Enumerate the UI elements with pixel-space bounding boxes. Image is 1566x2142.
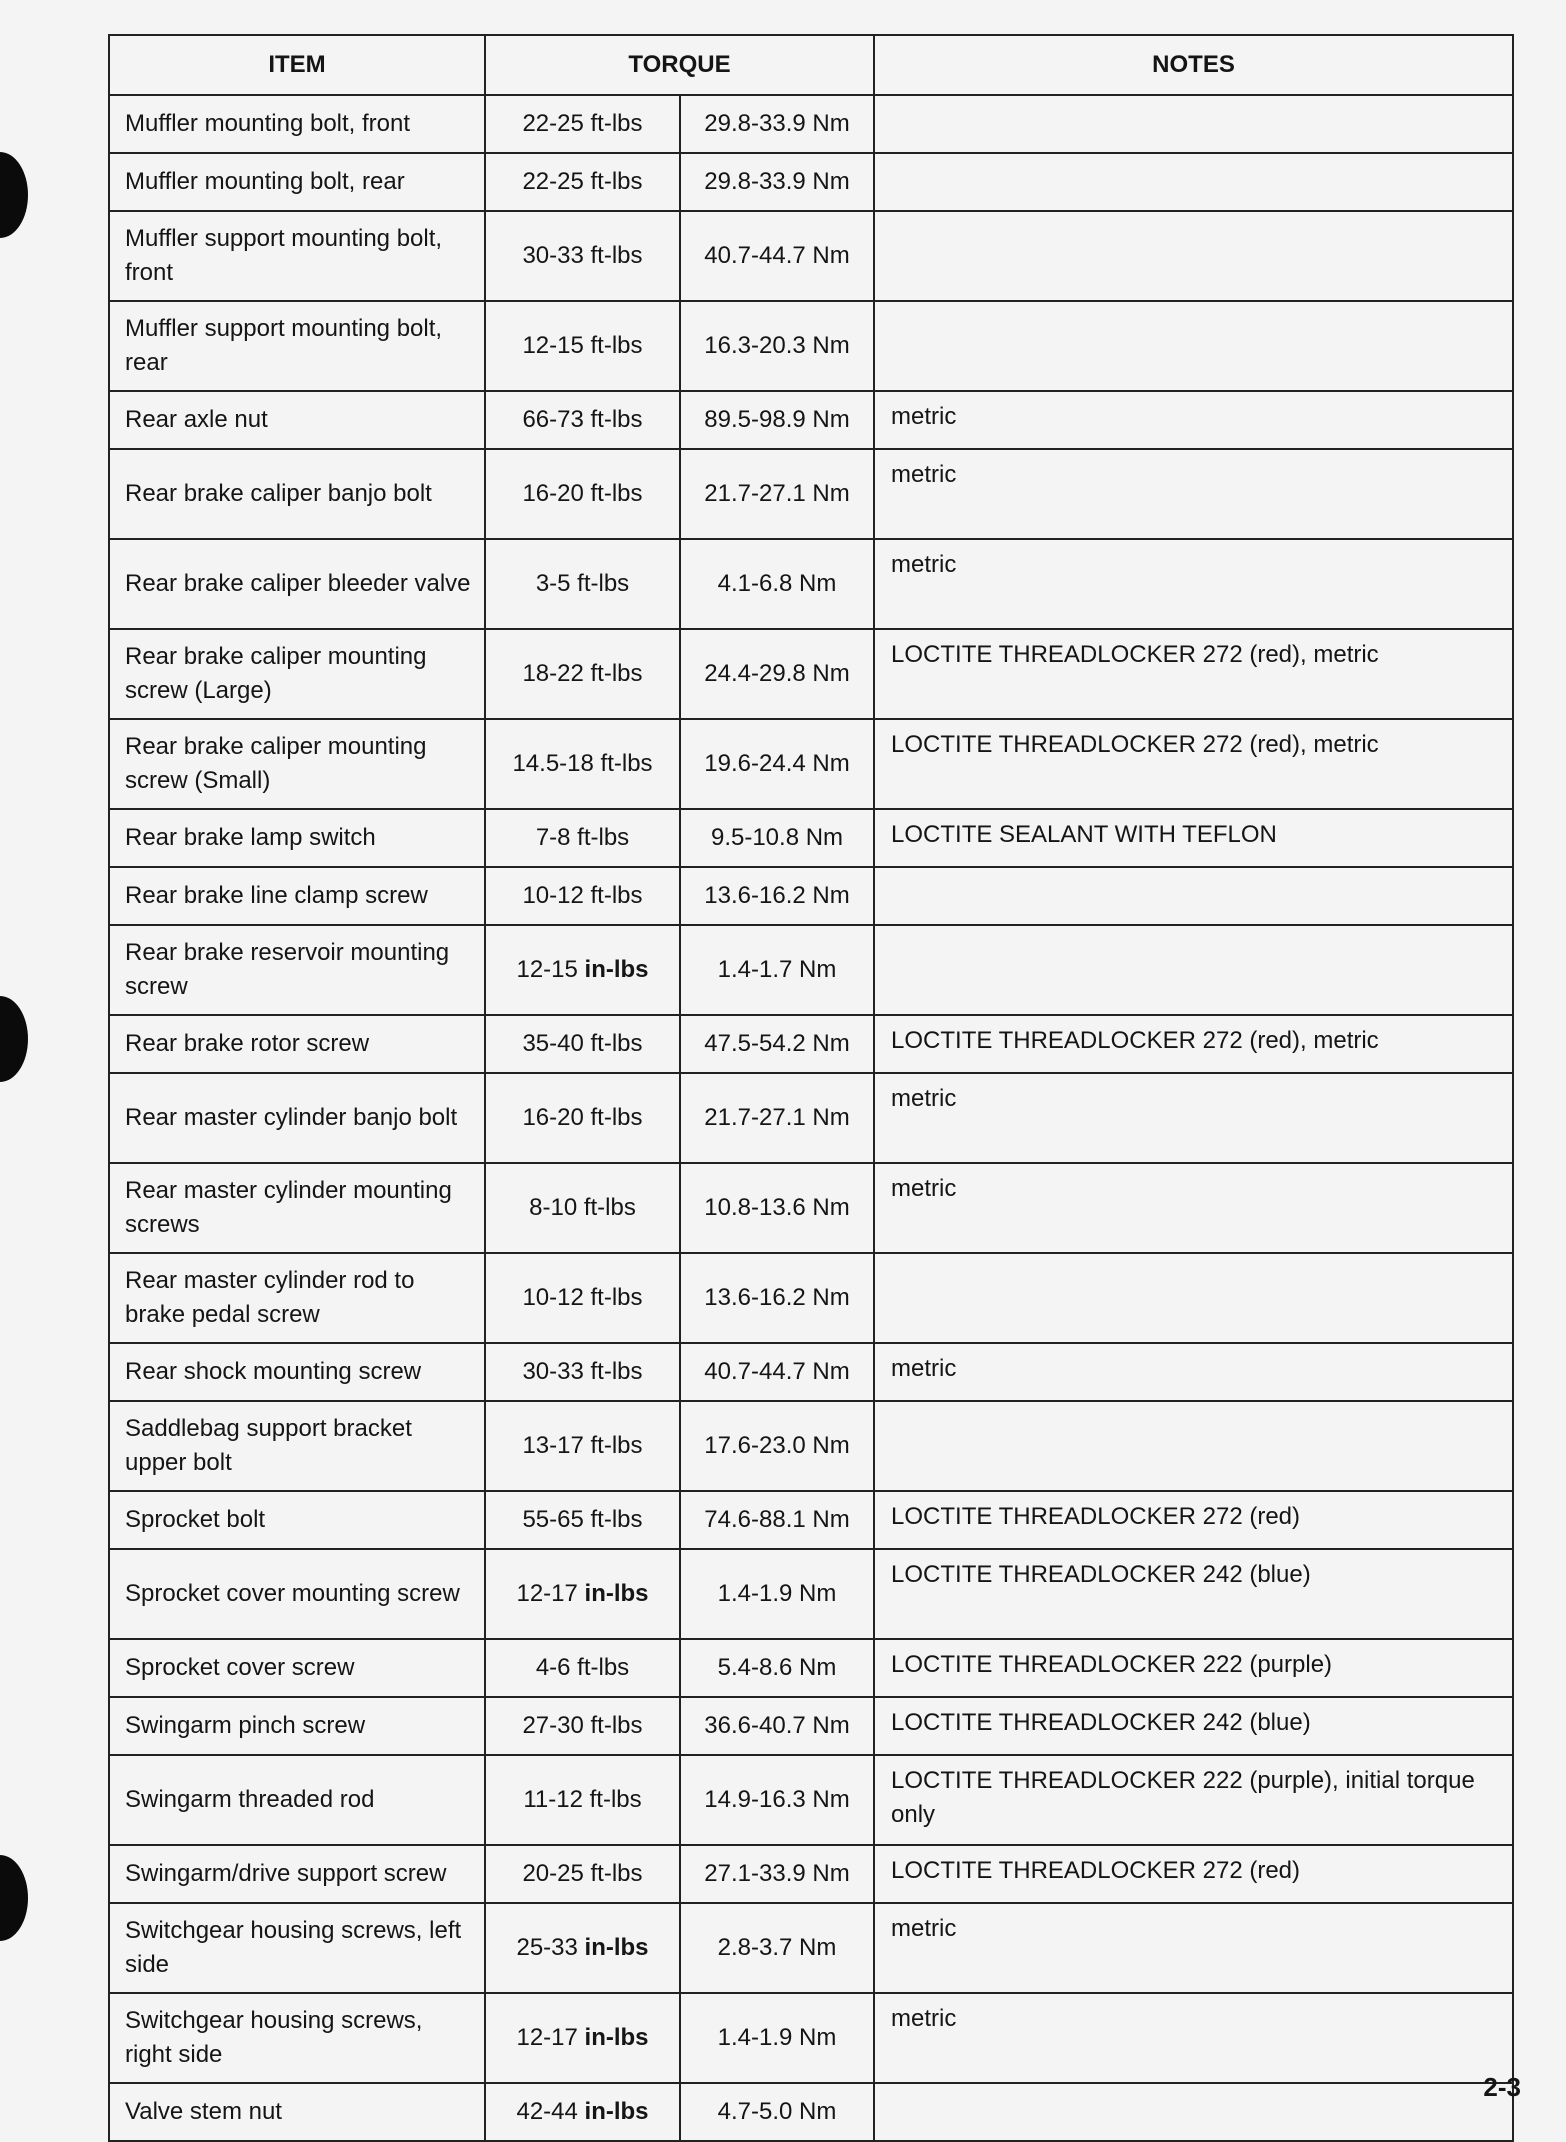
item-cell: Sprocket cover screw bbox=[109, 1639, 485, 1697]
torque-metric-cell: 24.4-29.8 Nm bbox=[680, 629, 874, 719]
binder-hole bbox=[0, 996, 28, 1082]
torque-metric-cell: 19.6-24.4 Nm bbox=[680, 719, 874, 809]
torque-imperial-value: 18-22 bbox=[522, 660, 584, 687]
torque-imperial-value: 16-20 bbox=[522, 480, 584, 507]
torque-imperial-unit: ft-lbs bbox=[590, 1358, 643, 1385]
notes-cell bbox=[874, 301, 1513, 391]
torque-imperial-cell bbox=[485, 153, 680, 211]
torque-imperial-value: 12-15 bbox=[522, 332, 584, 359]
torque-metric-cell: 1.4-1.9 Nm bbox=[680, 1993, 874, 2083]
table-row bbox=[109, 1993, 1513, 2083]
torque-imperial-unit: ft-lbs bbox=[600, 750, 653, 777]
item-cell: Rear brake rotor screw bbox=[109, 1015, 485, 1073]
torque-imperial-value: 14.5-18 bbox=[512, 750, 594, 777]
torque-imperial-unit: ft-lbs bbox=[590, 882, 643, 909]
torque-imperial-cell bbox=[485, 1697, 680, 1755]
item-cell: Sprocket bolt bbox=[109, 1491, 485, 1549]
torque-imperial-value: 3-5 bbox=[535, 570, 571, 597]
torque-imperial-value: 27-30 bbox=[522, 1712, 584, 1739]
table-row bbox=[109, 391, 1513, 449]
item-cell: Rear brake reservoir mounting screw bbox=[109, 925, 485, 1015]
binder-hole bbox=[0, 152, 28, 238]
torque-imperial-value: 16-20 bbox=[522, 1104, 584, 1131]
notes-cell: metric bbox=[874, 539, 1513, 629]
torque-metric-cell: 1.4-1.7 Nm bbox=[680, 925, 874, 1015]
notes-cell: LOCTITE THREADLOCKER 272 (red) bbox=[874, 1491, 1513, 1549]
torque-imperial-cell bbox=[485, 1549, 680, 1639]
torque-imperial-unit: in-lbs bbox=[584, 2024, 649, 2051]
table-row bbox=[109, 1163, 1513, 1253]
torque-imperial-cell bbox=[485, 925, 680, 1015]
table-body bbox=[109, 95, 1513, 2141]
torque-imperial-unit: ft-lbs bbox=[590, 660, 643, 687]
item-cell: Swingarm threaded rod bbox=[109, 1755, 485, 1845]
item-cell: Swingarm/drive support screw bbox=[109, 1845, 485, 1903]
item-cell: Rear brake line clamp screw bbox=[109, 867, 485, 925]
torque-imperial-unit: ft-lbs bbox=[590, 332, 643, 359]
notes-cell: LOCTITE THREADLOCKER 222 (purple), initial torque only bbox=[874, 1755, 1513, 1845]
torque-metric-cell: 14.9-16.3 Nm bbox=[680, 1755, 874, 1845]
item-cell: Rear axle nut bbox=[109, 391, 485, 449]
torque-imperial-value: 35-40 bbox=[522, 1030, 584, 1057]
table-row bbox=[109, 1401, 1513, 1491]
torque-imperial-value: 25-33 bbox=[516, 1934, 578, 1961]
torque-imperial-cell bbox=[485, 95, 680, 153]
torque-metric-cell: 21.7-27.1 Nm bbox=[680, 449, 874, 539]
table-row bbox=[109, 1015, 1513, 1073]
torque-metric-cell: 47.5-54.2 Nm bbox=[680, 1015, 874, 1073]
torque-imperial-unit: ft-lbs bbox=[590, 1104, 643, 1131]
item-cell: Rear master cylinder mounting screws bbox=[109, 1163, 485, 1253]
torque-imperial-cell bbox=[485, 1639, 680, 1697]
notes-cell: LOCTITE THREADLOCKER 242 (blue) bbox=[874, 1697, 1513, 1755]
torque-metric-cell: 1.4-1.9 Nm bbox=[680, 1549, 874, 1639]
torque-imperial-cell bbox=[485, 1401, 680, 1491]
torque-imperial-unit: ft-lbs bbox=[590, 1860, 643, 1887]
torque-imperial-cell bbox=[485, 1903, 680, 1993]
torque-imperial-cell bbox=[485, 449, 680, 539]
torque-imperial-cell bbox=[485, 391, 680, 449]
table-row bbox=[109, 1549, 1513, 1639]
torque-metric-cell: 9.5-10.8 Nm bbox=[680, 809, 874, 867]
torque-imperial-cell bbox=[485, 2083, 680, 2141]
table-row bbox=[109, 719, 1513, 809]
item-cell: Rear shock mounting screw bbox=[109, 1343, 485, 1401]
table-row bbox=[109, 2083, 1513, 2141]
notes-column-header: NOTES bbox=[874, 35, 1513, 95]
table-row bbox=[109, 1253, 1513, 1343]
torque-imperial-cell bbox=[485, 1845, 680, 1903]
torque-metric-cell: 89.5-98.9 Nm bbox=[680, 391, 874, 449]
torque-imperial-unit: ft-lbs bbox=[583, 1194, 636, 1221]
torque-imperial-unit: ft-lbs bbox=[577, 824, 630, 851]
table-row bbox=[109, 1491, 1513, 1549]
table-row bbox=[109, 211, 1513, 301]
torque-imperial-unit: ft-lbs bbox=[590, 1506, 643, 1533]
torque-imperial-unit: ft-lbs bbox=[577, 570, 630, 597]
table-row bbox=[109, 867, 1513, 925]
table-row bbox=[109, 1697, 1513, 1755]
item-cell: Rear brake lamp switch bbox=[109, 809, 485, 867]
item-cell: Muffler mounting bolt, rear bbox=[109, 153, 485, 211]
table-row bbox=[109, 1845, 1513, 1903]
torque-imperial-cell bbox=[485, 1253, 680, 1343]
table-row bbox=[109, 809, 1513, 867]
table-row bbox=[109, 1903, 1513, 1993]
notes-cell: metric bbox=[874, 1903, 1513, 1993]
torque-metric-cell: 27.1-33.9 Nm bbox=[680, 1845, 874, 1903]
torque-imperial-cell bbox=[485, 1491, 680, 1549]
torque-imperial-value: 12-17 bbox=[516, 1580, 578, 1607]
table-row bbox=[109, 1639, 1513, 1697]
notes-cell: LOCTITE THREADLOCKER 222 (purple) bbox=[874, 1639, 1513, 1697]
torque-imperial-value: 13-17 bbox=[522, 1432, 584, 1459]
item-cell: Rear brake caliper mounting screw (Large) bbox=[109, 629, 485, 719]
torque-metric-cell: 29.8-33.9 Nm bbox=[680, 95, 874, 153]
torque-imperial-unit: ft-lbs bbox=[590, 242, 643, 269]
torque-column-header: TORQUE bbox=[485, 35, 874, 95]
table-row bbox=[109, 95, 1513, 153]
torque-metric-cell: 2.8-3.7 Nm bbox=[680, 1903, 874, 1993]
torque-imperial-unit: ft-lbs bbox=[590, 1284, 643, 1311]
notes-cell: LOCTITE THREADLOCKER 242 (blue) bbox=[874, 1549, 1513, 1639]
torque-imperial-cell bbox=[485, 629, 680, 719]
table-row bbox=[109, 153, 1513, 211]
notes-cell bbox=[874, 1253, 1513, 1343]
torque-imperial-cell bbox=[485, 301, 680, 391]
torque-imperial-cell bbox=[485, 867, 680, 925]
table-row bbox=[109, 1755, 1513, 1845]
item-cell: Rear brake caliper bleeder valve bbox=[109, 539, 485, 629]
notes-cell bbox=[874, 1401, 1513, 1491]
item-cell: Muffler mounting bolt, front bbox=[109, 95, 485, 153]
torque-imperial-unit: in-lbs bbox=[584, 956, 649, 983]
torque-imperial-value: 42-44 bbox=[516, 2098, 578, 2125]
notes-cell: metric bbox=[874, 1343, 1513, 1401]
torque-imperial-unit: ft-lbs bbox=[590, 168, 643, 195]
torque-imperial-cell bbox=[485, 1755, 680, 1845]
notes-cell: LOCTITE THREADLOCKER 272 (red), metric bbox=[874, 629, 1513, 719]
table-header-row bbox=[109, 35, 1513, 95]
notes-cell bbox=[874, 95, 1513, 153]
item-cell: Muffler support mounting bolt, rear bbox=[109, 301, 485, 391]
torque-imperial-unit: ft-lbs bbox=[589, 1786, 642, 1813]
torque-metric-cell: 29.8-33.9 Nm bbox=[680, 153, 874, 211]
torque-imperial-unit: in-lbs bbox=[584, 2098, 649, 2125]
item-cell: Swingarm pinch screw bbox=[109, 1697, 485, 1755]
torque-imperial-cell bbox=[485, 211, 680, 301]
table-row bbox=[109, 301, 1513, 391]
torque-imperial-value: 12-17 bbox=[516, 2024, 578, 2051]
torque-metric-cell: 5.4-8.6 Nm bbox=[680, 1639, 874, 1697]
torque-imperial-value: 4-6 bbox=[535, 1654, 571, 1681]
table-row bbox=[109, 1343, 1513, 1401]
torque-imperial-value: 10-12 bbox=[522, 1284, 584, 1311]
torque-imperial-unit: ft-lbs bbox=[590, 406, 643, 433]
item-cell: Rear brake caliper banjo bolt bbox=[109, 449, 485, 539]
torque-imperial-cell bbox=[485, 1015, 680, 1073]
torque-imperial-value: 8-10 bbox=[529, 1194, 578, 1221]
torque-metric-cell: 17.6-23.0 Nm bbox=[680, 1401, 874, 1491]
page-number: 2-3 bbox=[1483, 2072, 1521, 2102]
notes-cell: LOCTITE SEALANT WITH TEFLON bbox=[874, 809, 1513, 867]
torque-imperial-cell bbox=[485, 1163, 680, 1253]
torque-metric-cell: 4.7-5.0 Nm bbox=[680, 2083, 874, 2141]
torque-metric-cell: 40.7-44.7 Nm bbox=[680, 1343, 874, 1401]
notes-cell bbox=[874, 2083, 1513, 2141]
table-row bbox=[109, 1073, 1513, 1163]
notes-cell: LOCTITE THREADLOCKER 272 (red), metric bbox=[874, 719, 1513, 809]
torque-metric-cell: 40.7-44.7 Nm bbox=[680, 211, 874, 301]
item-cell: Rear master cylinder rod to brake pedal screw bbox=[109, 1253, 485, 1343]
table-row bbox=[109, 925, 1513, 1015]
torque-imperial-unit: in-lbs bbox=[584, 1580, 649, 1607]
torque-imperial-value: 66-73 bbox=[522, 406, 584, 433]
table-row bbox=[109, 629, 1513, 719]
torque-imperial-unit: ft-lbs bbox=[590, 1432, 643, 1459]
torque-metric-cell: 10.8-13.6 Nm bbox=[680, 1163, 874, 1253]
notes-cell: metric bbox=[874, 449, 1513, 539]
torque-imperial-value: 7-8 bbox=[535, 824, 571, 851]
item-cell: Switchgear housing screws, right side bbox=[109, 1993, 485, 2083]
torque-metric-cell: 16.3-20.3 Nm bbox=[680, 301, 874, 391]
torque-imperial-cell bbox=[485, 539, 680, 629]
torque-imperial-unit: in-lbs bbox=[584, 1934, 649, 1961]
torque-imperial-cell bbox=[485, 1993, 680, 2083]
item-cell: Valve stem nut bbox=[109, 2083, 485, 2141]
torque-imperial-value: 30-33 bbox=[522, 242, 584, 269]
torque-imperial-value: 20-25 bbox=[522, 1860, 584, 1887]
torque-imperial-unit: ft-lbs bbox=[590, 110, 643, 137]
item-cell: Saddlebag support bracket upper bolt bbox=[109, 1401, 485, 1491]
torque-imperial-cell bbox=[485, 1073, 680, 1163]
item-cell: Rear brake caliper mounting screw (Small) bbox=[109, 719, 485, 809]
torque-imperial-unit: ft-lbs bbox=[577, 1654, 630, 1681]
item-column-header: ITEM bbox=[109, 35, 485, 95]
torque-imperial-cell bbox=[485, 809, 680, 867]
notes-cell: metric bbox=[874, 391, 1513, 449]
torque-imperial-value: 12-15 bbox=[516, 956, 578, 983]
item-cell: Sprocket cover mounting screw bbox=[109, 1549, 485, 1639]
notes-cell bbox=[874, 153, 1513, 211]
torque-imperial-value: 55-65 bbox=[522, 1506, 584, 1533]
notes-cell: LOCTITE THREADLOCKER 272 (red) bbox=[874, 1845, 1513, 1903]
item-cell: Switchgear housing screws, left side bbox=[109, 1903, 485, 1993]
torque-metric-cell: 36.6-40.7 Nm bbox=[680, 1697, 874, 1755]
torque-imperial-unit: ft-lbs bbox=[590, 480, 643, 507]
torque-imperial-cell bbox=[485, 1343, 680, 1401]
notes-cell bbox=[874, 925, 1513, 1015]
notes-cell: metric bbox=[874, 1163, 1513, 1253]
item-cell: Muffler support mounting bolt, front bbox=[109, 211, 485, 301]
notes-cell: LOCTITE THREADLOCKER 272 (red), metric bbox=[874, 1015, 1513, 1073]
torque-metric-cell: 13.6-16.2 Nm bbox=[680, 867, 874, 925]
notes-cell: metric bbox=[874, 1993, 1513, 2083]
torque-imperial-value: 11-12 bbox=[523, 1786, 583, 1813]
torque-metric-cell: 4.1-6.8 Nm bbox=[680, 539, 874, 629]
table-row bbox=[109, 449, 1513, 539]
binder-hole bbox=[0, 1855, 28, 1941]
notes-cell: metric bbox=[874, 1073, 1513, 1163]
notes-cell bbox=[874, 211, 1513, 301]
torque-imperial-cell bbox=[485, 719, 680, 809]
torque-metric-cell: 21.7-27.1 Nm bbox=[680, 1073, 874, 1163]
torque-imperial-value: 30-33 bbox=[522, 1358, 584, 1385]
torque-metric-cell: 74.6-88.1 Nm bbox=[680, 1491, 874, 1549]
item-cell: Rear master cylinder banjo bolt bbox=[109, 1073, 485, 1163]
torque-imperial-unit: ft-lbs bbox=[590, 1712, 643, 1739]
torque-table bbox=[108, 34, 1514, 2142]
torque-imperial-value: 22-25 bbox=[522, 110, 584, 137]
notes-cell bbox=[874, 867, 1513, 925]
torque-imperial-value: 10-12 bbox=[522, 882, 584, 909]
torque-imperial-unit: ft-lbs bbox=[590, 1030, 643, 1057]
table-row bbox=[109, 539, 1513, 629]
torque-imperial-value: 22-25 bbox=[522, 168, 584, 195]
torque-metric-cell: 13.6-16.2 Nm bbox=[680, 1253, 874, 1343]
